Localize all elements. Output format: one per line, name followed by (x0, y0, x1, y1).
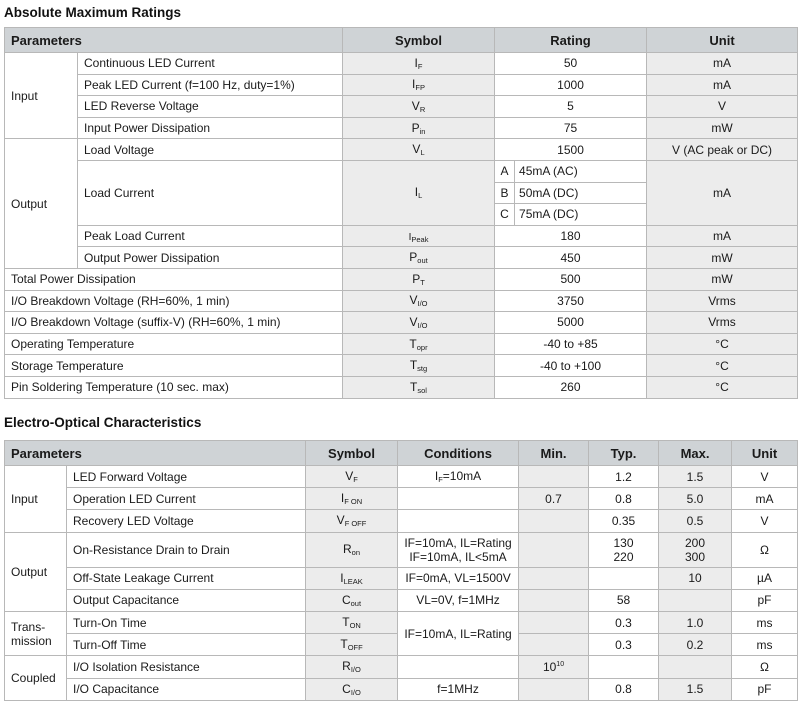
eoc-max: 200 300 (659, 532, 732, 567)
amr-symbol: $T_{opr}$ (343, 333, 495, 355)
eoc-symbol: $C_{I/O}$ (306, 678, 398, 700)
amr-symbol: $P_{out}$ (343, 247, 495, 269)
eoc-row (5, 488, 798, 510)
eoc-header-row (5, 441, 798, 466)
load-current-variant-value: 45mA (AC) (515, 160, 647, 182)
amr-unit: mA (647, 74, 798, 96)
amr-unit: °C (647, 376, 798, 398)
load-current-variant-letter: A (495, 160, 515, 182)
eoc-unit: pF (732, 589, 798, 611)
amr-symbol: $I_F$ (343, 53, 495, 75)
amr-section-title: Absolute Maximum Ratings (4, 5, 182, 20)
amr-rating: 500 (495, 268, 647, 290)
eoc-group-transmission: Trans- mission (5, 611, 67, 655)
eoc-unit: ms (732, 634, 798, 656)
eoc-min (519, 532, 589, 567)
amr-param: Operating Temperature (5, 333, 343, 355)
eoc-header-unit: Unit (732, 441, 798, 466)
amr-rating: 5000 (495, 312, 647, 334)
eoc-typ: 130 220 (589, 532, 659, 567)
amr-row (5, 139, 798, 161)
amr-row (5, 247, 798, 269)
eoc-param: I/O Isolation Resistance (67, 656, 306, 678)
amr-rating: 5 (495, 96, 647, 118)
eoc-max (659, 656, 732, 678)
amr-header-row (5, 28, 798, 53)
eoc-header-symbol: Symbol (306, 441, 398, 466)
amr-rating: 50 (495, 53, 647, 75)
eoc-row (5, 567, 798, 589)
eoc-param: Turn-On Time (67, 611, 306, 633)
eoc-header-min: Min. (519, 441, 589, 466)
eoc-header-typ: Typ. (589, 441, 659, 466)
amr-unit: mW (647, 268, 798, 290)
eoc-group-coupled: Coupled (5, 656, 67, 700)
amr-symbol: $P_{in}$ (343, 117, 495, 139)
eoc-max: 0.5 (659, 510, 732, 532)
eoc-conditions (398, 510, 519, 532)
eoc-group-output: Output (5, 532, 67, 611)
eoc-min (519, 567, 589, 589)
eoc-conditions: IF=0mA, VL=1500V (398, 567, 519, 589)
eoc-section-title: Electro-Optical Characteristics (4, 415, 202, 430)
eoc-param: Operation LED Current (67, 488, 306, 510)
eoc-min: $10^{10}$ (519, 656, 589, 678)
eoc-group-input: Input (5, 466, 67, 533)
amr-row (5, 290, 798, 312)
amr-unit: Vrms (647, 290, 798, 312)
amr-row (5, 225, 798, 247)
load-current-variant-value: 75mA (DC) (515, 204, 647, 226)
amr-unit: mW (647, 117, 798, 139)
eoc-typ: 0.8 (589, 678, 659, 700)
amr-param: Peak Load Current (78, 225, 343, 247)
amr-param: Total Power Dissipation (5, 268, 343, 290)
amr-row (5, 376, 798, 398)
amr-symbol: $I_{FP}$ (343, 74, 495, 96)
amr-row (5, 355, 798, 377)
amr-symbol: $V_{I/O}$ (343, 312, 495, 334)
eoc-max (659, 589, 732, 611)
amr-header-symbol: Symbol (343, 28, 495, 53)
eoc-row (5, 532, 798, 567)
eoc-typ: 0.35 (589, 510, 659, 532)
eoc-unit: mA (732, 488, 798, 510)
eoc-row (5, 678, 798, 700)
amr-param: Input Power Dissipation (78, 117, 343, 139)
eoc-conditions: $I_F=10mA$ (398, 466, 519, 488)
amr-unit: V (647, 96, 798, 118)
eoc-min (519, 510, 589, 532)
eoc-conditions: VL=0V, f=1MHz (398, 589, 519, 611)
load-current-variant-letter: C (495, 204, 515, 226)
amr-row (5, 333, 798, 355)
eoc-typ: 0.3 (589, 634, 659, 656)
eoc-typ (589, 656, 659, 678)
eoc-symbol: $T_{OFF}$ (306, 634, 398, 656)
eoc-conditions: IF=10mA, IL=Rating IF=10mA, IL<5mA (398, 532, 519, 567)
amr-symbol: $V_{I/O}$ (343, 290, 495, 312)
load-current-variant-letter: B (495, 182, 515, 204)
eoc-symbol: $V_{F OFF}$ (306, 510, 398, 532)
amr-header-parameters: Parameters (5, 28, 343, 53)
eoc-symbol: $R_{on}$ (306, 532, 398, 567)
amr-group-input: Input (5, 53, 78, 139)
amr-param: Storage Temperature (5, 355, 343, 377)
amr-rating: 260 (495, 376, 647, 398)
amr-symbol: $I_L$ (343, 160, 495, 225)
amr-header-rating: Rating (495, 28, 647, 53)
eoc-row (5, 510, 798, 532)
eoc-symbol: $V_F$ (306, 466, 398, 488)
amr-row (5, 96, 798, 118)
eoc-max: 1.0 (659, 611, 732, 633)
amr-param: Output Power Dissipation (78, 247, 343, 269)
eoc-conditions: f=1MHz (398, 678, 519, 700)
amr-row (5, 53, 798, 75)
amr-unit: °C (647, 355, 798, 377)
eoc-max: 10 (659, 567, 732, 589)
eoc-unit: pF (732, 678, 798, 700)
eoc-unit: Ω (732, 656, 798, 678)
eoc-row (5, 589, 798, 611)
eoc-min (519, 678, 589, 700)
eoc-param: Turn-Off Time (67, 634, 306, 656)
eoc-symbol: $C_{out}$ (306, 589, 398, 611)
amr-param: Peak LED Current (f=100 Hz, duty=1%) (78, 74, 343, 96)
amr-rating: 180 (495, 225, 647, 247)
amr-group-output: Output (5, 139, 78, 269)
amr-row (5, 74, 798, 96)
eoc-typ: 0.3 (589, 611, 659, 633)
amr-unit: mA (647, 160, 798, 225)
eoc-typ (589, 567, 659, 589)
amr-param: Continuous LED Current (78, 53, 343, 75)
amr-rating: -40 to +100 (495, 355, 647, 377)
amr-param: I/O Breakdown Voltage (suffix-V) (RH=60%, 1 min) (5, 312, 343, 334)
amr-header-unit: Unit (647, 28, 798, 53)
eoc-param: I/O Capacitance (67, 678, 306, 700)
amr-symbol: $V_R$ (343, 96, 495, 118)
eoc-param: LED Forward Voltage (67, 466, 306, 488)
eoc-min: 0.7 (519, 488, 589, 510)
eoc-min (519, 634, 589, 656)
eoc-row (5, 656, 798, 678)
eoc-max: 0.2 (659, 634, 732, 656)
amr-unit: mW (647, 247, 798, 269)
eoc-typ: 0.8 (589, 488, 659, 510)
eoc-row (5, 466, 798, 488)
amr-symbol: $P_T$ (343, 268, 495, 290)
eoc-unit: V (732, 510, 798, 532)
amr-unit: V (AC peak or DC) (647, 139, 798, 161)
eoc-unit: V (732, 466, 798, 488)
amr-param: Load Current (78, 160, 343, 225)
eoc-conditions (398, 656, 519, 678)
eoc-symbol: $T_{ON}$ (306, 611, 398, 633)
eoc-unit: ms (732, 611, 798, 633)
amr-param: LED Reverse Voltage (78, 96, 343, 118)
eoc-param: On-Resistance Drain to Drain (67, 532, 306, 567)
amr-symbol: $I_{Peak}$ (343, 225, 495, 247)
electro-optical-characteristics-table (4, 440, 798, 701)
amr-param: Load Voltage (78, 139, 343, 161)
eoc-symbol: $I_{LEAK}$ (306, 567, 398, 589)
eoc-header-max: Max. (659, 441, 732, 466)
eoc-header-parameters: Parameters (5, 441, 306, 466)
amr-unit: Vrms (647, 312, 798, 334)
amr-rating: 75 (495, 117, 647, 139)
amr-row (5, 117, 798, 139)
eoc-conditions: IF=10mA, IL=Rating (398, 611, 519, 655)
eoc-symbol: $R_{I/O}$ (306, 656, 398, 678)
amr-unit: mA (647, 225, 798, 247)
amr-rating: 1500 (495, 139, 647, 161)
eoc-typ: 1.2 (589, 466, 659, 488)
eoc-typ: 58 (589, 589, 659, 611)
amr-unit: °C (647, 333, 798, 355)
amr-rating: 450 (495, 247, 647, 269)
amr-row (5, 312, 798, 334)
amr-row (5, 160, 798, 182)
amr-rating: 3750 (495, 290, 647, 312)
eoc-min (519, 466, 589, 488)
amr-unit: mA (647, 53, 798, 75)
load-current-variant-value: 50mA (DC) (515, 182, 647, 204)
amr-param: I/O Breakdown Voltage (RH=60%, 1 min) (5, 290, 343, 312)
eoc-conditions (398, 488, 519, 510)
amr-row (5, 268, 798, 290)
absolute-maximum-ratings-table (4, 27, 798, 399)
amr-rating: 1000 (495, 74, 647, 96)
eoc-param: Off-State Leakage Current (67, 567, 306, 589)
eoc-max: 1.5 (659, 678, 732, 700)
eoc-unit: µA (732, 567, 798, 589)
eoc-param: Recovery LED Voltage (67, 510, 306, 532)
eoc-row (5, 611, 798, 633)
eoc-symbol: $I_{F ON}$ (306, 488, 398, 510)
amr-symbol: $T_{sol}$ (343, 376, 495, 398)
amr-symbol: $T_{stg}$ (343, 355, 495, 377)
eoc-param: Output Capacitance (67, 589, 306, 611)
eoc-min (519, 589, 589, 611)
eoc-header-conditions: Conditions (398, 441, 519, 466)
eoc-max: 1.5 (659, 466, 732, 488)
eoc-min (519, 611, 589, 633)
eoc-max: 5.0 (659, 488, 732, 510)
eoc-unit: Ω (732, 532, 798, 567)
amr-param: Pin Soldering Temperature (10 sec. max) (5, 376, 343, 398)
amr-rating: -40 to +85 (495, 333, 647, 355)
amr-symbol: $V_L$ (343, 139, 495, 161)
